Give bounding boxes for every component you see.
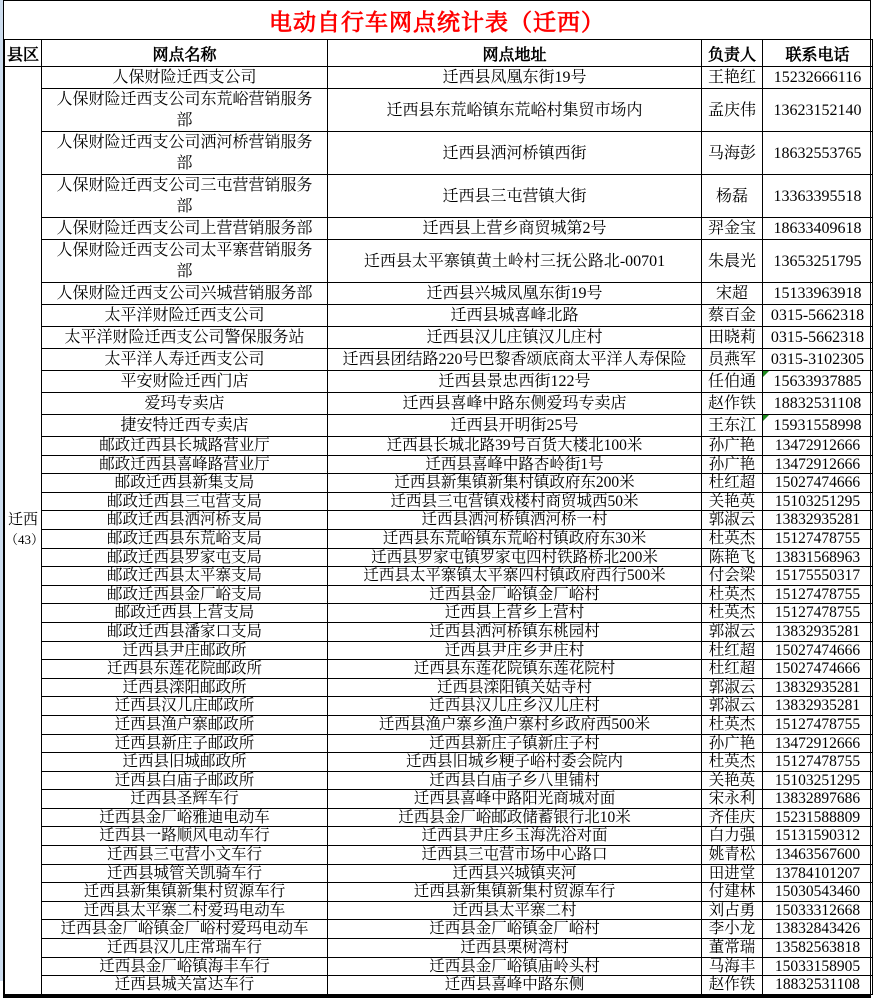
cell-contact-person: 郭淑云 <box>702 511 763 530</box>
county-cell <box>5 67 45 995</box>
cell-contact-phone: 15231588809 <box>763 808 873 827</box>
table-row <box>5 305 873 327</box>
table-row <box>5 753 873 772</box>
cell-contact-phone: 15030543460 <box>763 883 873 902</box>
column-header-address: 网点地址 <box>328 40 702 67</box>
cell-site-address: 迁西县金厂峪镇金厂峪村 <box>328 920 702 939</box>
table-row <box>5 920 873 939</box>
table-row <box>5 622 873 641</box>
cell-contact-phone: 15027474666 <box>763 474 873 493</box>
cell-site-name: 人保财险迁西支公司上营营销服务部 <box>42 218 328 240</box>
cell-site-address: 迁西县喜峰中路东侧 <box>328 976 702 995</box>
cell-contact-person: 杜英杰 <box>702 715 763 734</box>
table-row <box>5 771 873 790</box>
cell-site-name: 爱玛专卖店 <box>42 393 328 415</box>
cell-contact-person: 孙广艳 <box>702 437 763 456</box>
cell-site-address: 迁西县东荒峪镇东荒峪村集贸市场内 <box>328 89 702 132</box>
cell-site-name: 邮政迁西县罗家屯支局 <box>42 548 328 567</box>
table-row <box>5 939 873 958</box>
cell-contact-person: 马海丰 <box>702 957 763 976</box>
cell-site-address: 迁西县汉儿庄镇汉儿庄村 <box>328 327 702 349</box>
cell-contact-person: 杜英杰 <box>702 529 763 548</box>
cell-contact-phone: 0315-3102305 <box>763 349 873 371</box>
cell-contact-person: 关艳英 <box>702 492 763 511</box>
cell-contact-person: 羿金宝 <box>702 218 763 240</box>
cell-contact-phone: 15127478755 <box>763 529 873 548</box>
cell-site-address: 迁西县喜峰中路东侧爱玛专卖店 <box>328 393 702 415</box>
cell-contact-person: 付建林 <box>702 883 763 902</box>
cell-contact-person: 赵作铁 <box>702 976 763 995</box>
cell-site-name: 太平洋财险迁西支公司 <box>42 305 328 327</box>
cell-site-address: 迁西县太平寨二村 <box>328 901 702 920</box>
cell-site-address: 迁西县汉儿庄乡汉儿庄村 <box>328 697 702 716</box>
table-row <box>5 393 873 415</box>
table-row <box>5 455 873 474</box>
cell-site-address: 迁西县城喜峰北路 <box>328 305 702 327</box>
cell-site-name: 迁西县金厂峪镇金厂峪村爱玛电动车 <box>42 920 328 939</box>
table-row <box>5 567 873 586</box>
table-row <box>5 715 873 734</box>
cell-contact-person: 郭淑云 <box>702 622 763 641</box>
cell-contact-phone: 15633937885 <box>763 371 873 393</box>
cell-site-name: 迁西县城关富达车行 <box>42 976 328 995</box>
cell-site-name: 邮政迁西县太平寨支局 <box>42 567 328 586</box>
cell-site-address: 迁西县景忠西街122号 <box>328 371 702 393</box>
cell-contact-person: 马海彭 <box>702 132 763 175</box>
cell-contact-phone: 15103251295 <box>763 771 873 790</box>
cell-contact-person: 宋超 <box>702 283 763 305</box>
cell-contact-phone: 0315-5662318 <box>763 327 873 349</box>
table-row <box>5 641 873 660</box>
cell-contact-person: 孙广艳 <box>702 455 763 474</box>
cell-site-name: 邮政迁西县上营支局 <box>42 604 328 623</box>
cell-site-address: 迁西县金厂峪镇庙岭头村 <box>328 957 702 976</box>
table-row <box>5 660 873 679</box>
cell-contact-phone: 13623152140 <box>763 89 873 132</box>
cell-site-name: 迁西县滦阳邮政所 <box>42 678 328 697</box>
cell-contact-phone: 13832935281 <box>763 678 873 697</box>
cell-contact-phone: 13831568963 <box>763 548 873 567</box>
cell-site-address: 迁西县东莲花院镇东莲花院村 <box>328 660 702 679</box>
table-row <box>5 827 873 846</box>
cell-site-name: 迁西县渔户寨邮政所 <box>42 715 328 734</box>
table-body <box>5 67 873 995</box>
cell-site-address: 迁西县白庙子乡八里铺村 <box>328 771 702 790</box>
cell-contact-person: 李小龙 <box>702 920 763 939</box>
table-row <box>5 864 873 883</box>
cell-site-address: 迁西县长城北路39号百货大楼北100米 <box>328 437 702 456</box>
table-row <box>5 808 873 827</box>
cell-contact-phone: 18832531108 <box>763 976 873 995</box>
cell-site-name: 邮政迁西县新集支局 <box>42 474 328 493</box>
cell-site-address: 迁西县新集镇新集村贸源车行 <box>328 883 702 902</box>
cell-site-name: 人保财险迁西支公司 <box>42 67 328 89</box>
cell-site-name: 迁西县城管关凯骑车行 <box>42 864 328 883</box>
cell-contact-person: 杜红超 <box>702 641 763 660</box>
table-row <box>5 67 873 89</box>
cell-site-name: 人保财险迁西支公司东荒峪营销服务部 <box>42 89 328 132</box>
table-title: 电动自行车网点统计表（迁西） <box>269 9 605 35</box>
cell-contact-person: 杜英杰 <box>702 585 763 604</box>
cell-site-name: 太平洋人寿迁西支公司 <box>42 349 328 371</box>
cell-contact-person: 赵作铁 <box>702 393 763 415</box>
cell-site-name: 迁西县新集镇新集村贸源车行 <box>42 883 328 902</box>
cell-site-name: 邮政迁西县喜峰路营业厅 <box>42 455 328 474</box>
cell-contact-person: 孟庆伟 <box>702 89 763 132</box>
cell-contact-phone: 18832531108 <box>763 393 873 415</box>
cell-contact-person: 董常瑞 <box>702 939 763 958</box>
cell-contact-person: 朱晨光 <box>702 240 763 283</box>
cell-site-name: 人保财险迁西支公司三屯营营销服务部 <box>42 175 328 218</box>
cell-contact-phone: 15127478755 <box>763 604 873 623</box>
cell-site-address: 迁西县兴城镇夹河 <box>328 864 702 883</box>
cell-site-address: 迁西县尹庄乡尹庄村 <box>328 641 702 660</box>
table-row <box>5 89 873 132</box>
cell-contact-phone: 15931558998 <box>763 415 873 437</box>
cell-contact-phone: 0315-5662318 <box>763 305 873 327</box>
table-row <box>5 283 873 305</box>
cell-site-address: 迁西县三屯营镇戏楼村商贸城西50米 <box>328 492 702 511</box>
cell-site-name: 迁西县汉儿庄邮政所 <box>42 697 328 716</box>
cell-site-name: 迁西县东莲花院邮政所 <box>42 660 328 679</box>
table-row <box>5 474 873 493</box>
cell-contact-phone: 15033158905 <box>763 957 873 976</box>
cell-site-address: 迁西县金厂峪镇金厂峪村 <box>328 585 702 604</box>
cell-site-name: 捷安特迁西专卖店 <box>42 415 328 437</box>
cell-site-name: 太平洋财险迁西支公司警保服务站 <box>42 327 328 349</box>
cell-contact-person: 郭淑云 <box>702 678 763 697</box>
cell-contact-phone: 15131590312 <box>763 827 873 846</box>
cell-contact-person: 刘占勇 <box>702 901 763 920</box>
cell-site-name: 迁西县白庙子邮政所 <box>42 771 328 790</box>
cell-contact-person: 孙广艳 <box>702 734 763 753</box>
worksheet <box>3 0 871 998</box>
cell-contact-phone: 15232666116 <box>763 67 873 89</box>
cell-site-address: 迁西县三屯营镇大街 <box>328 175 702 218</box>
column-header-county: 县区 <box>5 40 42 67</box>
cell-site-address: 迁西县上营乡商贸城第2号 <box>328 218 702 240</box>
table-row <box>5 415 873 437</box>
cell-contact-person: 齐佳庆 <box>702 808 763 827</box>
cell-contact-phone: 13363395518 <box>763 175 873 218</box>
cell-site-address: 迁西县新庄子镇新庄子村 <box>328 734 702 753</box>
cell-contact-phone: 13832897686 <box>763 790 873 809</box>
table-row <box>5 529 873 548</box>
cell-site-address: 迁西县金厂峪邮政储蓄银行北10米 <box>328 808 702 827</box>
cell-contact-person: 关艳英 <box>702 771 763 790</box>
cell-site-address: 迁西县洒河桥镇东桃园村 <box>328 622 702 641</box>
cell-contact-person: 任伯通 <box>702 371 763 393</box>
cell-site-name: 人保财险迁西支公司洒河桥营销服务部 <box>42 132 328 175</box>
table-row <box>5 511 873 530</box>
cell-contact-person: 宋永利 <box>702 790 763 809</box>
table-row <box>5 371 873 393</box>
cell-site-address: 迁西县罗家屯镇罗家屯四村铁路桥北200米 <box>328 548 702 567</box>
table-row <box>5 790 873 809</box>
cell-contact-phone: 13463567600 <box>763 846 873 865</box>
cell-site-address: 迁西县滦阳镇关姑寺村 <box>328 678 702 697</box>
cell-site-name: 人保财险迁西支公司兴城营销服务部 <box>42 283 328 305</box>
cell-contact-phone: 15027474666 <box>763 660 873 679</box>
cell-site-address: 迁西县太平寨镇太平寨四村镇政府西行500米 <box>328 567 702 586</box>
table-row <box>5 604 873 623</box>
cell-site-name: 邮政迁西县金厂峪支局 <box>42 585 328 604</box>
table-row <box>5 175 873 218</box>
cell-site-name: 迁西县太平寨二村爱玛电动车 <box>42 901 328 920</box>
cell-site-name: 迁西县金厂峪雅迪电动车 <box>42 808 328 827</box>
cell-site-name: 邮政迁西县潘家口支局 <box>42 622 328 641</box>
cell-contact-person: 王东江 <box>702 415 763 437</box>
cell-contact-phone: 13784101207 <box>763 864 873 883</box>
table-row <box>5 976 873 995</box>
cell-site-address: 迁西县栗树湾村 <box>328 939 702 958</box>
cell-site-name: 邮政迁西县三屯营支局 <box>42 492 328 511</box>
cell-site-name: 人保财险迁西支公司太平寨营销服务部 <box>42 240 328 283</box>
cell-site-name: 邮政迁西县东荒峪支局 <box>42 529 328 548</box>
table-row <box>5 678 873 697</box>
table-row <box>5 585 873 604</box>
cell-site-name: 邮政迁西县长城路营业厅 <box>42 437 328 456</box>
cell-site-name: 迁西县一路顺风电动车行 <box>42 827 328 846</box>
cell-contact-phone: 13832935281 <box>763 697 873 716</box>
cell-site-name: 迁西县汉儿庄常瑞车行 <box>42 939 328 958</box>
cell-site-name: 邮政迁西县洒河桥支局 <box>42 511 328 530</box>
table-row <box>5 697 873 716</box>
cell-contact-phone: 13582563818 <box>763 939 873 958</box>
table-row <box>5 846 873 865</box>
cell-site-address: 迁西县喜峰中路阳光商城对面 <box>328 790 702 809</box>
cell-contact-person: 杨磊 <box>702 175 763 218</box>
table-row <box>5 548 873 567</box>
cell-site-address: 迁西县太平寨镇黄土岭村三抚公路北-00701 <box>328 240 702 283</box>
cell-site-address: 迁西县兴城凤凰东街19号 <box>328 283 702 305</box>
cell-contact-person: 杜红超 <box>702 474 763 493</box>
cell-contact-phone: 13832935281 <box>763 622 873 641</box>
cell-site-name: 迁西县金厂峪镇海丰车行 <box>42 957 328 976</box>
cell-contact-phone: 18632553765 <box>763 132 873 175</box>
cell-contact-phone: 13472912666 <box>763 455 873 474</box>
cell-site-name: 平安财险迁西门店 <box>42 371 328 393</box>
cell-contact-person: 田晓莉 <box>702 327 763 349</box>
cell-contact-phone: 15127478755 <box>763 753 873 772</box>
table-row <box>5 883 873 902</box>
column-header-person: 负责人 <box>702 40 763 67</box>
cell-contact-person: 郭淑云 <box>702 697 763 716</box>
cell-site-address: 迁西县新集镇新集村镇政府东200米 <box>328 474 702 493</box>
cell-contact-person: 杜英杰 <box>702 604 763 623</box>
cell-site-address: 迁西县洒河桥镇洒河桥一村 <box>328 511 702 530</box>
county-name: 迁西 <box>7 512 38 529</box>
cell-site-address: 迁西县三屯营市场中心路口 <box>328 846 702 865</box>
cell-contact-phone: 15127478755 <box>763 715 873 734</box>
table-row <box>5 327 873 349</box>
table-row <box>5 437 873 456</box>
cell-contact-phone: 13653251795 <box>763 240 873 283</box>
cell-contact-person: 员燕军 <box>702 349 763 371</box>
cell-site-address: 迁西县上营乡上营村 <box>328 604 702 623</box>
cell-contact-person: 蔡百金 <box>702 305 763 327</box>
cell-contact-phone: 13832843426 <box>763 920 873 939</box>
table-row <box>5 218 873 240</box>
cell-contact-person: 杜英杰 <box>702 753 763 772</box>
cell-site-address: 迁西县凤凰东街19号 <box>328 67 702 89</box>
network-points-table <box>4 39 873 995</box>
cell-site-address: 迁西县渔户寨乡渔户寨村乡政府西500米 <box>328 715 702 734</box>
cell-contact-person: 白力强 <box>702 827 763 846</box>
cell-contact-person: 姚青松 <box>702 846 763 865</box>
table-row <box>5 240 873 283</box>
cell-site-name: 迁西县新庄子邮政所 <box>42 734 328 753</box>
cell-site-address: 迁西县开明街25号 <box>328 415 702 437</box>
cell-contact-phone: 15133963918 <box>763 283 873 305</box>
cell-contact-phone: 13472912666 <box>763 734 873 753</box>
cell-contact-person: 杜红超 <box>702 660 763 679</box>
column-header-name: 网点名称 <box>42 40 328 67</box>
cell-contact-phone: 13832935281 <box>763 511 873 530</box>
header-row <box>5 40 873 67</box>
cell-contact-phone: 15103251295 <box>763 492 873 511</box>
cell-contact-phone: 13472912666 <box>763 437 873 456</box>
cell-contact-phone: 15033312668 <box>763 901 873 920</box>
table-row <box>5 957 873 976</box>
cell-site-address: 迁西县旧城乡粳子峪村委会院内 <box>328 753 702 772</box>
table-row <box>5 901 873 920</box>
table-row <box>5 349 873 371</box>
cell-site-name: 迁西县圣辉车行 <box>42 790 328 809</box>
table-row <box>5 132 873 175</box>
cell-contact-phone: 15175550317 <box>763 567 873 586</box>
cell-contact-person: 付会梁 <box>702 567 763 586</box>
cell-contact-phone: 18633409618 <box>763 218 873 240</box>
cell-contact-person: 陈艳飞 <box>702 548 763 567</box>
cell-site-address: 迁西县尹庄乡玉海洗浴对面 <box>328 827 702 846</box>
cell-site-address: 迁西县团结路220号巴黎香颂底商太平洋人寿保险 <box>328 349 702 371</box>
cell-contact-phone: 15027474666 <box>763 641 873 660</box>
county-count: （43） <box>5 532 45 548</box>
cell-site-address: 迁西县东荒峪镇东荒峪村镇政府东30米 <box>328 529 702 548</box>
column-header-phone: 联系电话 <box>763 40 873 67</box>
table-row <box>5 734 873 753</box>
cell-site-address: 迁西县洒河桥镇西街 <box>328 132 702 175</box>
cell-contact-person: 田进堂 <box>702 864 763 883</box>
cell-site-name: 迁西县三屯营小文车行 <box>42 846 328 865</box>
table-row <box>5 492 873 511</box>
cell-contact-person: 王艳红 <box>702 67 763 89</box>
cell-site-name: 迁西县尹庄邮政所 <box>42 641 328 660</box>
cell-site-address: 迁西县喜峰中路杏岭街1号 <box>328 455 702 474</box>
cell-contact-phone: 15127478755 <box>763 585 873 604</box>
cell-site-name: 迁西县旧城邮政所 <box>42 753 328 772</box>
